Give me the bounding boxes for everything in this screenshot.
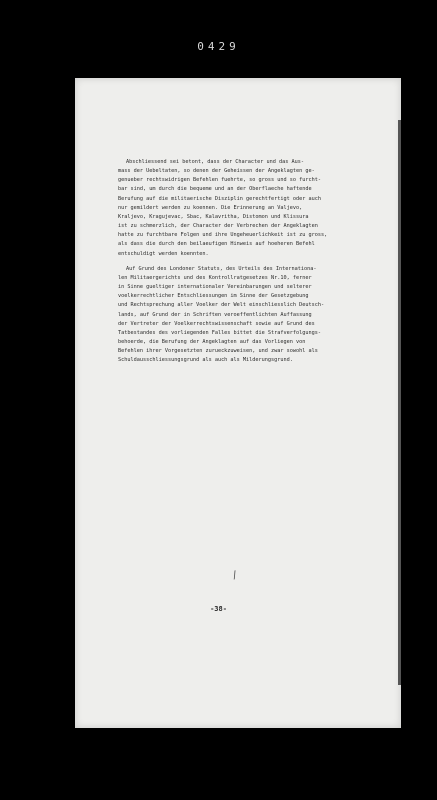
text-line: len Militaergerichts und des Kontrollratgesetzes Nr.10, ferner: [118, 274, 312, 281]
text-line: Berufung auf die militaerische Disziplin gerechtfertigt oder auch: [118, 195, 322, 202]
text-line: hatte zu furchtbare Folgen und ihre Ungeheuerlichkeit ist zu gross,: [118, 232, 328, 239]
text-line: als dass die durch den beilaeufigen Hinweis auf hoeheren Befehl: [118, 241, 315, 248]
page-edge-shadow: [398, 120, 401, 685]
text-line: genueber rechtswidrigen Befehlen fuehrte, so gross und so furcht-: [118, 177, 322, 184]
text-line: bar sind, um durch die bequeme und an der Oberflaeche haftende: [118, 186, 312, 193]
text-line: entschuldigt werden koennten.: [118, 250, 209, 257]
page-number: -38-: [210, 605, 227, 613]
paragraph-2: [118, 265, 348, 366]
text-line: und Rechtsprechung aller Voelker der Welt einschliesslich Deutsch-: [118, 302, 325, 309]
text-line: nur gemildert werden zu koennen. Die Erinnerung an Valjevo,: [118, 204, 303, 211]
pencil-mark: /: [230, 569, 240, 582]
text-line: Auf Grund des Londoner Statuts, des Urteils des Internationa-: [126, 265, 317, 272]
text-line: Tatbestandes des vorliegenden Falles bittet die Strafverfolgungs-: [118, 329, 322, 336]
film-frame-number: 0429: [197, 40, 240, 53]
text-line: Kraljevo, Kragujevac, Sbac, Kalavritha, Distomon und Klissura: [118, 213, 309, 220]
text-line: ist zu schmerzlich, der Character der Verbrechen der Angeklagten: [118, 223, 318, 230]
text-line: der Vertreter der Voelkerrechtswissenschaft sowie auf Grund des: [118, 320, 315, 327]
text-line: mass der Uebeltaten, so denen der Geheissen der Angeklagten ge-: [118, 168, 315, 175]
document-body: [118, 158, 348, 365]
text-line: Abschliessend sei betont, dass der Character und das Aus-: [126, 159, 305, 165]
paragraph-1: [118, 158, 348, 259]
text-line: in Sinne gueltiger internationaler Vereinbarungen und selterer: [118, 284, 312, 291]
text-line: lands, auf Grund der in Schriften veroeffentlichten Auffassung: [118, 311, 312, 318]
text-line: Befehlen ihrer Vorgesetzten zurueckzuweisen, und zwar sowohl als: [118, 348, 318, 355]
text-line: Schuldausschliessungsgrund als auch als Milderungsgrund.: [118, 357, 293, 364]
text-line: voelkerrechtlicher Entschliessungen im Sinne der Gesetzgebung: [118, 293, 309, 300]
text-line: behoerde, die Berufung der Angeklagten auf das Vorliegen von: [118, 338, 306, 345]
